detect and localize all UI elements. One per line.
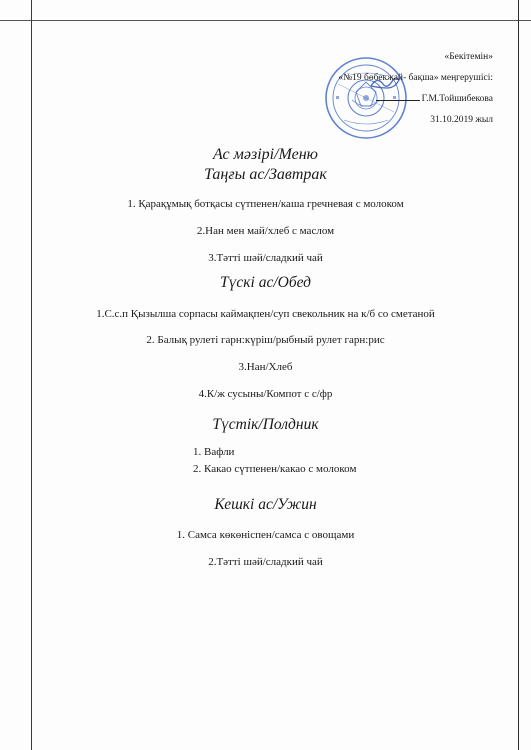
snack-item-2: 2. Какао сүтпенен/какао с молоком [193,463,357,475]
page-top-edge [0,20,531,21]
page-left-edge [31,0,32,750]
snack-title: Түстік/Полдник [212,416,319,433]
lunch-item-1: 1.С.с.п Қызылша сорпасы каймақпен/суп свекольник на к/б со сметаной [96,308,435,320]
breakfast-title: Таңғы ас/Завтрак [204,166,327,183]
page-right-edge [518,0,519,750]
breakfast-item-2: 2.Нан мен май/хлеб с маслом [196,225,335,237]
dinner-title: Кешкі ас/Ужин [214,496,317,513]
breakfast-item-1: 1. Қарақұмық ботқасы сүтпенен/каша гречневая с молоком [127,198,404,210]
dinner-item-2: 2.Тәтті шәй/сладкий чай [208,556,323,568]
lunch-item-2: 2. Балық рулеті гарн:күріш/рыбный рулет гарн:рис [146,334,385,346]
lunch-item-3: 3.Нан/Хлеб [238,361,293,373]
approval-date: 31.10.2019 жыл [430,115,493,125]
approval-head-position: «№19 бөбекжай- бақша» меңгерушісі: [338,73,493,83]
menu-title: Ас мәзірі/Меню [213,146,318,163]
approval-signatory-name: Г.М.Тойшибекова [421,94,493,104]
lunch-item-4: 4.К/ж сусыны/Компот с с/фр [198,388,333,400]
lunch-title: Түскі ас/Обед [220,274,311,291]
approval-block [293,47,493,131]
snack-item-1: 1. Вафли [193,446,235,458]
approval-approve-label: «Бекітемін» [444,52,493,62]
approval-signatory [293,89,493,110]
signature-underline [376,91,420,101]
dinner-item-1: 1. Самса көкөніспен/самса с овощами [176,529,355,541]
breakfast-item-3: 3.Тәтті шәй/сладкий чай [208,252,323,264]
